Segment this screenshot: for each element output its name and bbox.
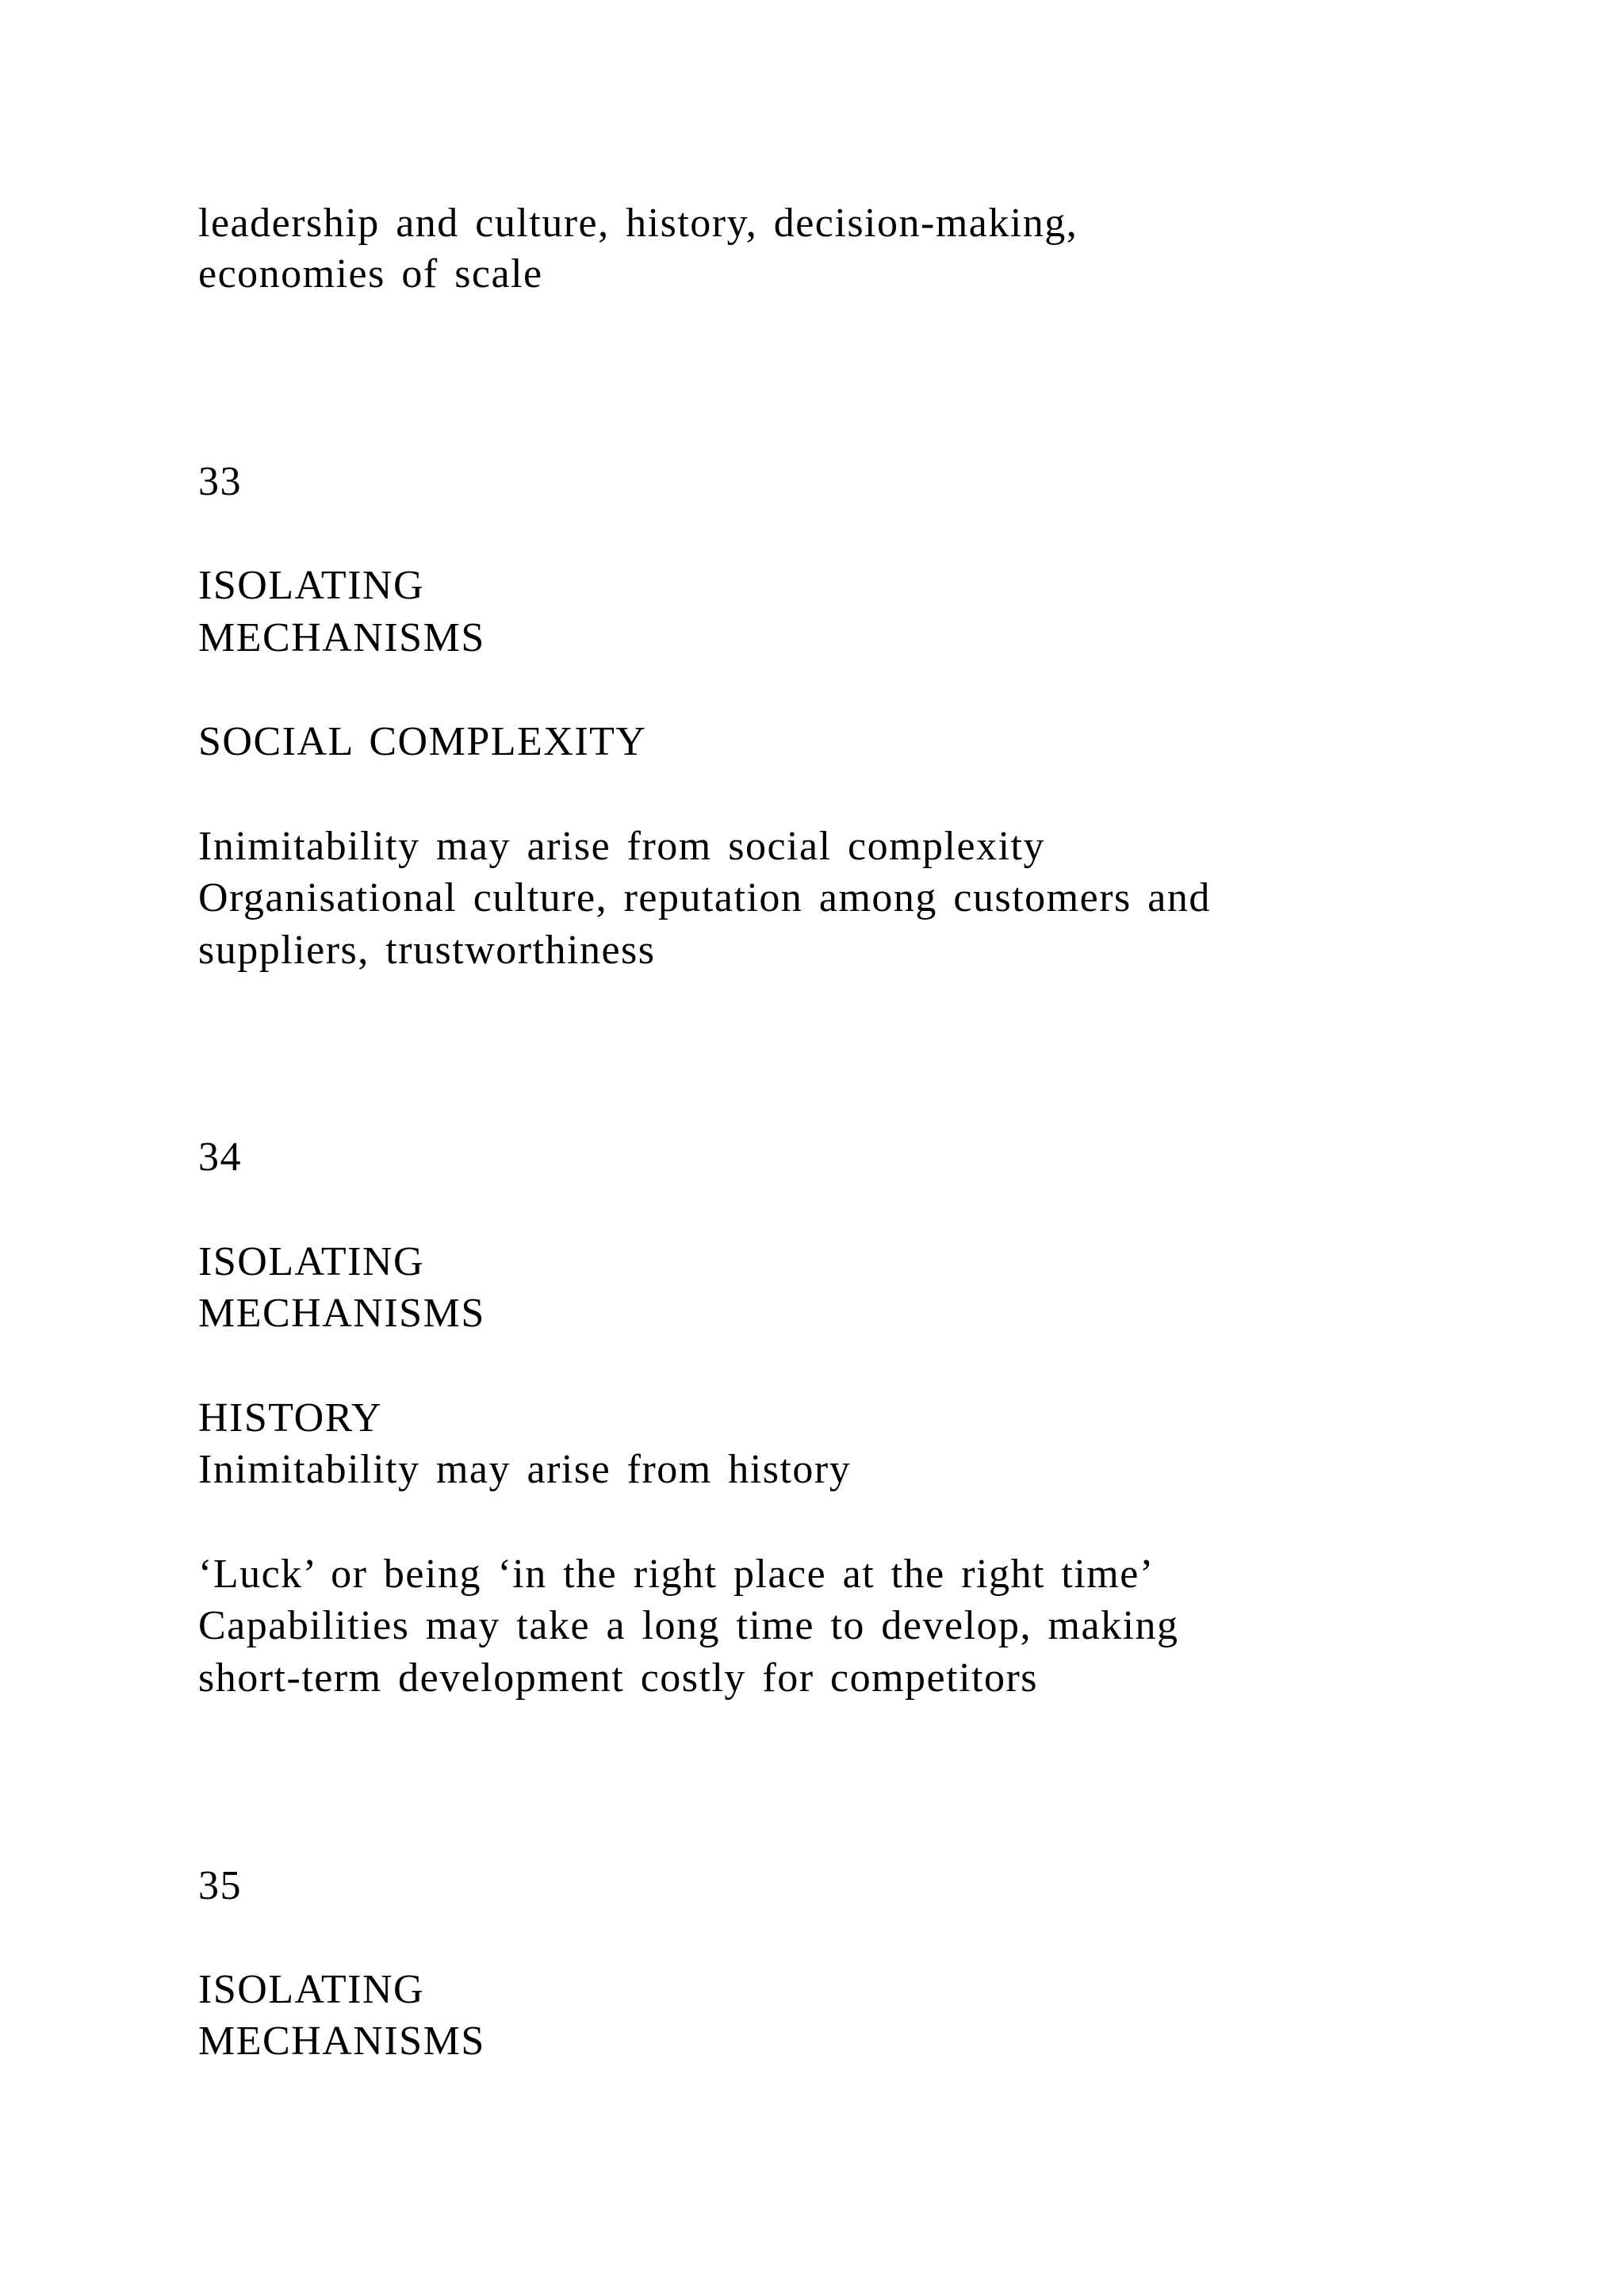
body-line: short-term development costly for competitors [198, 1655, 1039, 1701]
intro-line: economies of scale [198, 251, 543, 297]
section-heading: MECHANISMS [198, 1291, 485, 1336]
section-heading: MECHANISMS [198, 615, 485, 660]
section-subheading: HISTORY [198, 1395, 383, 1441]
slide-number: 35 [198, 1863, 242, 1908]
section-heading: ISOLATING [198, 1239, 425, 1284]
intro-line: leadership and culture, history, decision-making, [198, 201, 1078, 246]
slide-number: 34 [198, 1135, 242, 1180]
section-subheading: SOCIAL COMPLEXITY [198, 719, 647, 764]
body-line: Organisational culture, reputation among customers and [198, 875, 1211, 920]
body-line: suppliers, trustworthiness [198, 928, 656, 973]
section-heading: ISOLATING [198, 563, 425, 608]
body-line: Capabilities may take a long time to develop, making [198, 1603, 1179, 1648]
section-heading: MECHANISMS [198, 2019, 485, 2064]
body-line: ‘Luck’ or being ‘in the right place at the right time’ [198, 1552, 1155, 1597]
section-heading: ISOLATING [198, 1967, 425, 2012]
slide-number: 33 [198, 459, 242, 504]
body-line: Inimitability may arise from history [198, 1447, 852, 1492]
body-line: Inimitability may arise from social complexity [198, 824, 1045, 869]
